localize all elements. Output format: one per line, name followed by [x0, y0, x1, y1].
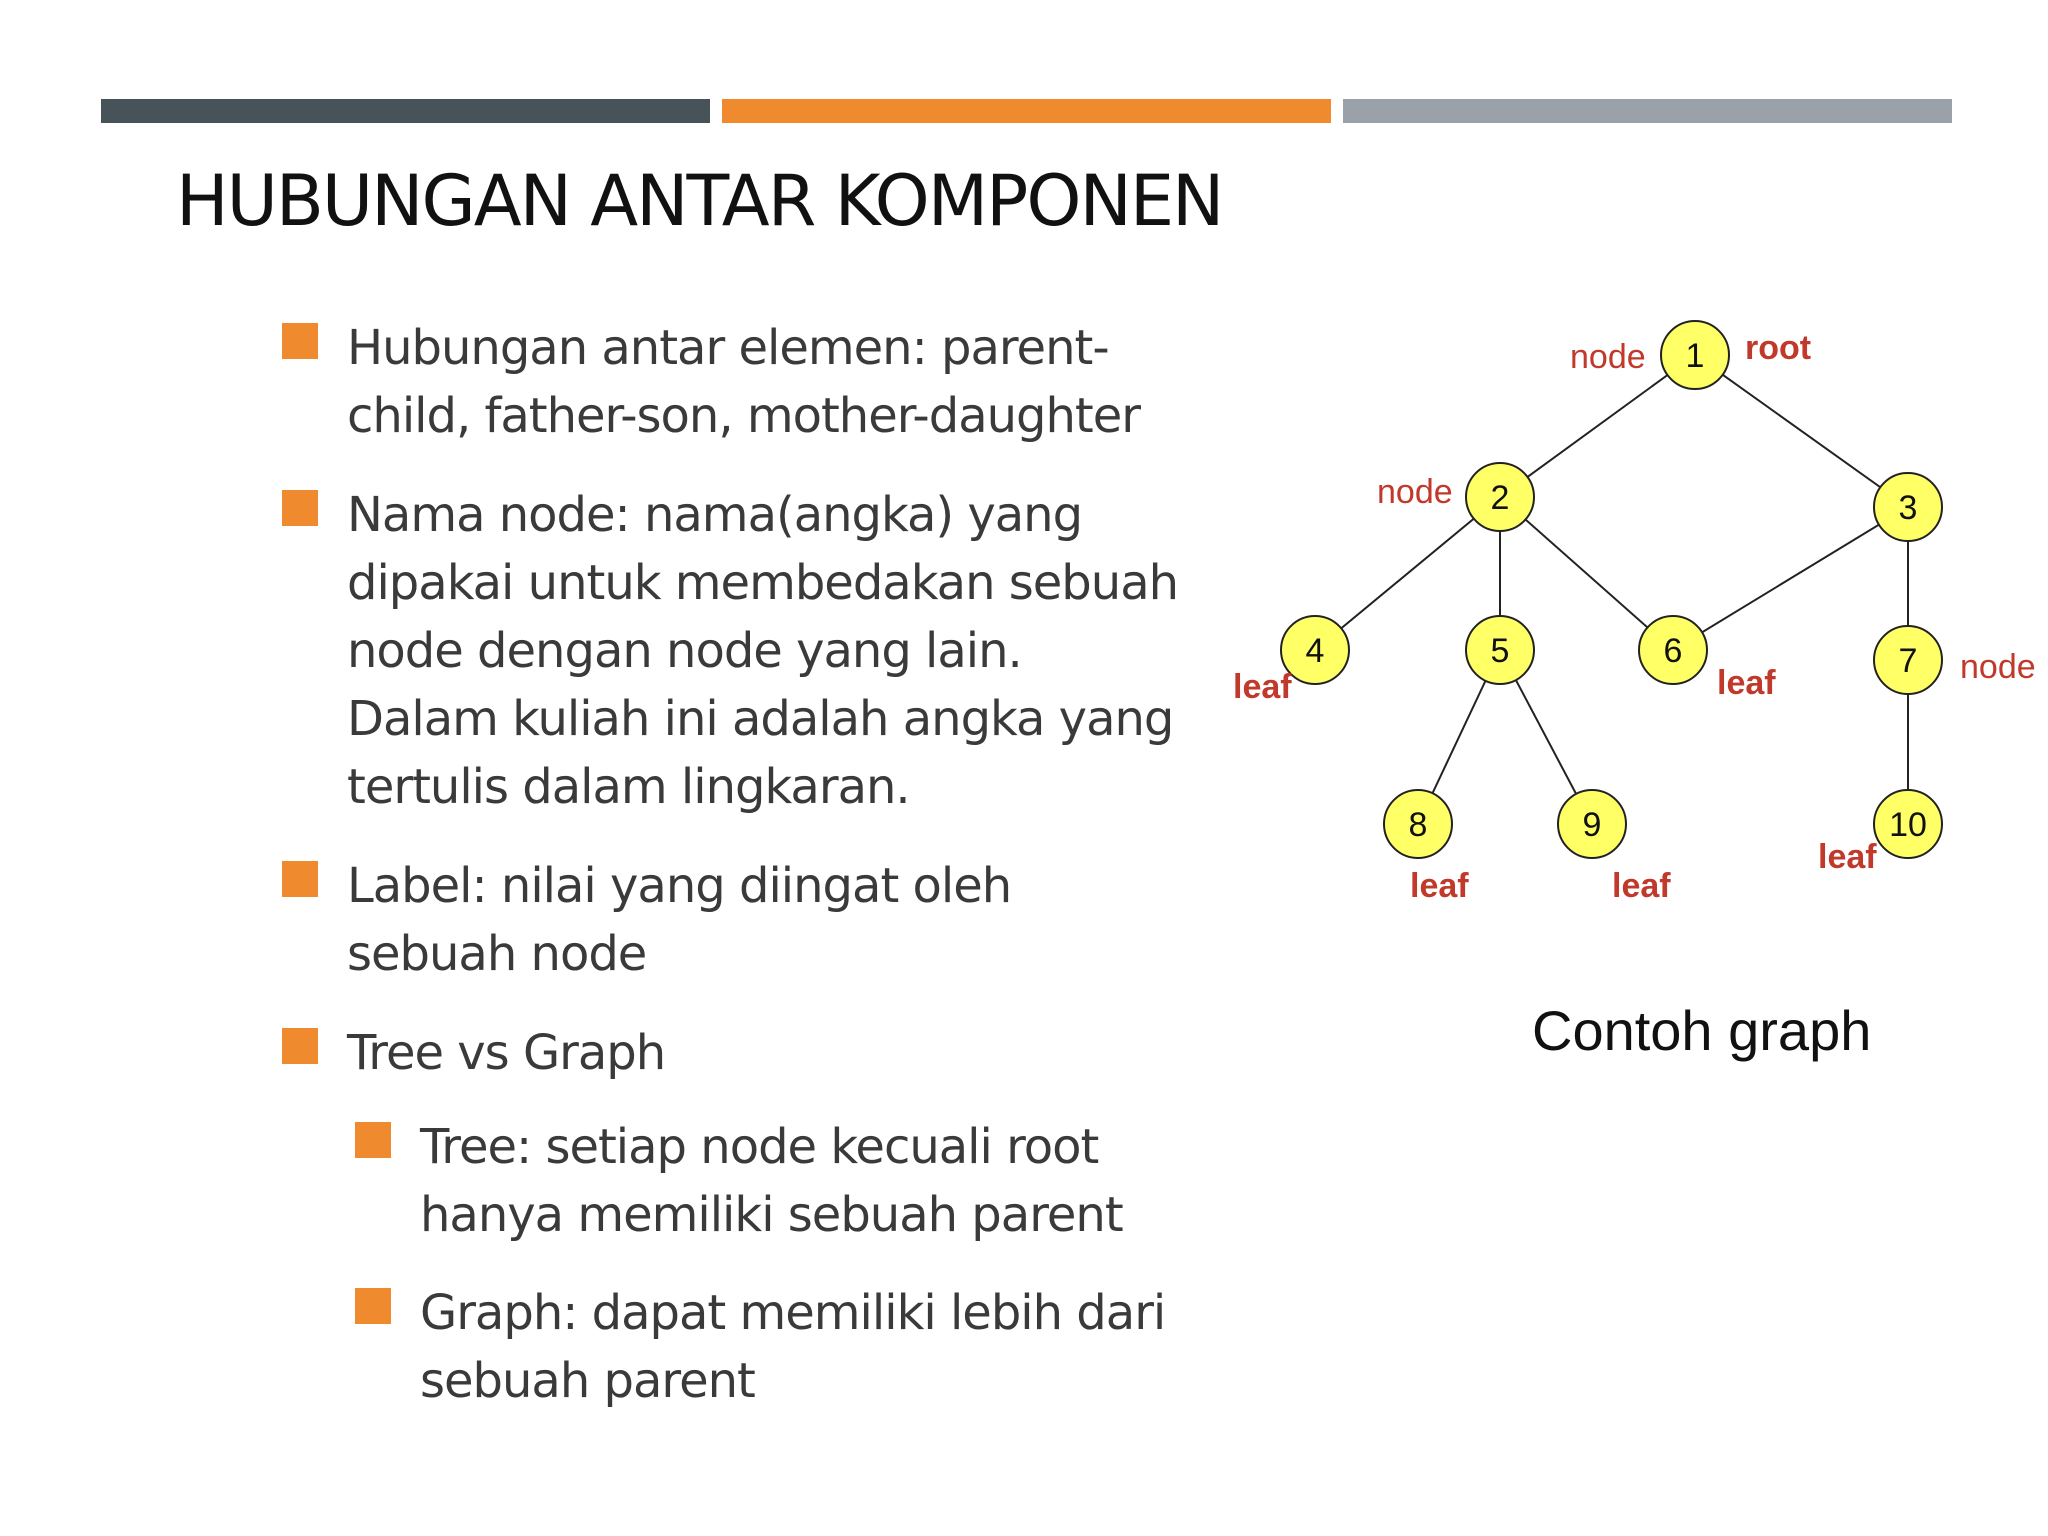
graph-edge-1-3 — [1695, 355, 1908, 507]
graph-edge-3-6 — [1673, 507, 1908, 650]
graph-node-10 — [1874, 790, 1942, 858]
graph-edges — [1315, 355, 1908, 824]
leaf-annotation-9: leaf — [1612, 867, 1671, 905]
node-number: 1 — [1685, 337, 1705, 375]
leaf-annotation-8: leaf — [1410, 867, 1469, 905]
node-number: 5 — [1490, 632, 1510, 670]
root-annotation: root — [1745, 329, 1812, 367]
graph-node-9 — [1558, 790, 1626, 858]
graph-edge-2-4 — [1315, 497, 1500, 650]
node-number: 3 — [1898, 489, 1918, 527]
node-number: 4 — [1305, 632, 1325, 670]
node-number: 7 — [1898, 642, 1918, 680]
graph-node-6 — [1639, 616, 1707, 684]
leaf-annotation-6: leaf — [1717, 664, 1776, 702]
node-annotation-1: node — [1570, 338, 1646, 376]
leaf-annotation-4: leaf — [1233, 668, 1292, 706]
graph-node-7 — [1874, 626, 1942, 694]
bullet-text: Nama node: nama(angka) yang dipakai untuk membedakan sebuah node dengan node yang lain. Dalam kuliah ini adalah angka yang tertulis dalam lingkaran. — [347, 487, 1179, 815]
node-number: 2 — [1490, 479, 1510, 517]
bullet-text: Tree: setiap node kecuali root hanya memiliki sebuah parent — [420, 1119, 1123, 1243]
graph-node-5 — [1466, 616, 1534, 684]
graph-node-8 — [1384, 790, 1452, 858]
graph-edge-1-2 — [1500, 355, 1695, 497]
node-annotation-7: node — [1960, 648, 2036, 686]
graph-node-3 — [1874, 473, 1942, 541]
node-number: 6 — [1663, 632, 1683, 670]
graph-node-1 — [1661, 321, 1729, 389]
node-number: 8 — [1408, 806, 1428, 844]
slide-title: HUBUNGAN ANTAR KOMPONEN — [176, 160, 1223, 242]
bullet-text: Tree vs Graph — [347, 1025, 666, 1081]
node-number: 10 — [1889, 806, 1927, 844]
graph-node-2 — [1466, 463, 1534, 531]
bullet-text: Hubungan antar elemen: parent-child, father-son, mother-daughter — [347, 320, 1141, 444]
node-annotation-2: node — [1377, 473, 1453, 511]
bullet-text: Graph: dapat memiliki lebih dari sebuah parent — [420, 1285, 1166, 1409]
leaf-annotation-10: leaf — [1818, 838, 1877, 876]
graph-nodes — [1281, 321, 1942, 858]
graph-caption: Contoh graph — [1532, 999, 1872, 1062]
node-number: 9 — [1582, 806, 1602, 844]
bullet-text: Label: nilai yang diingat oleh sebuah node — [347, 858, 1012, 982]
